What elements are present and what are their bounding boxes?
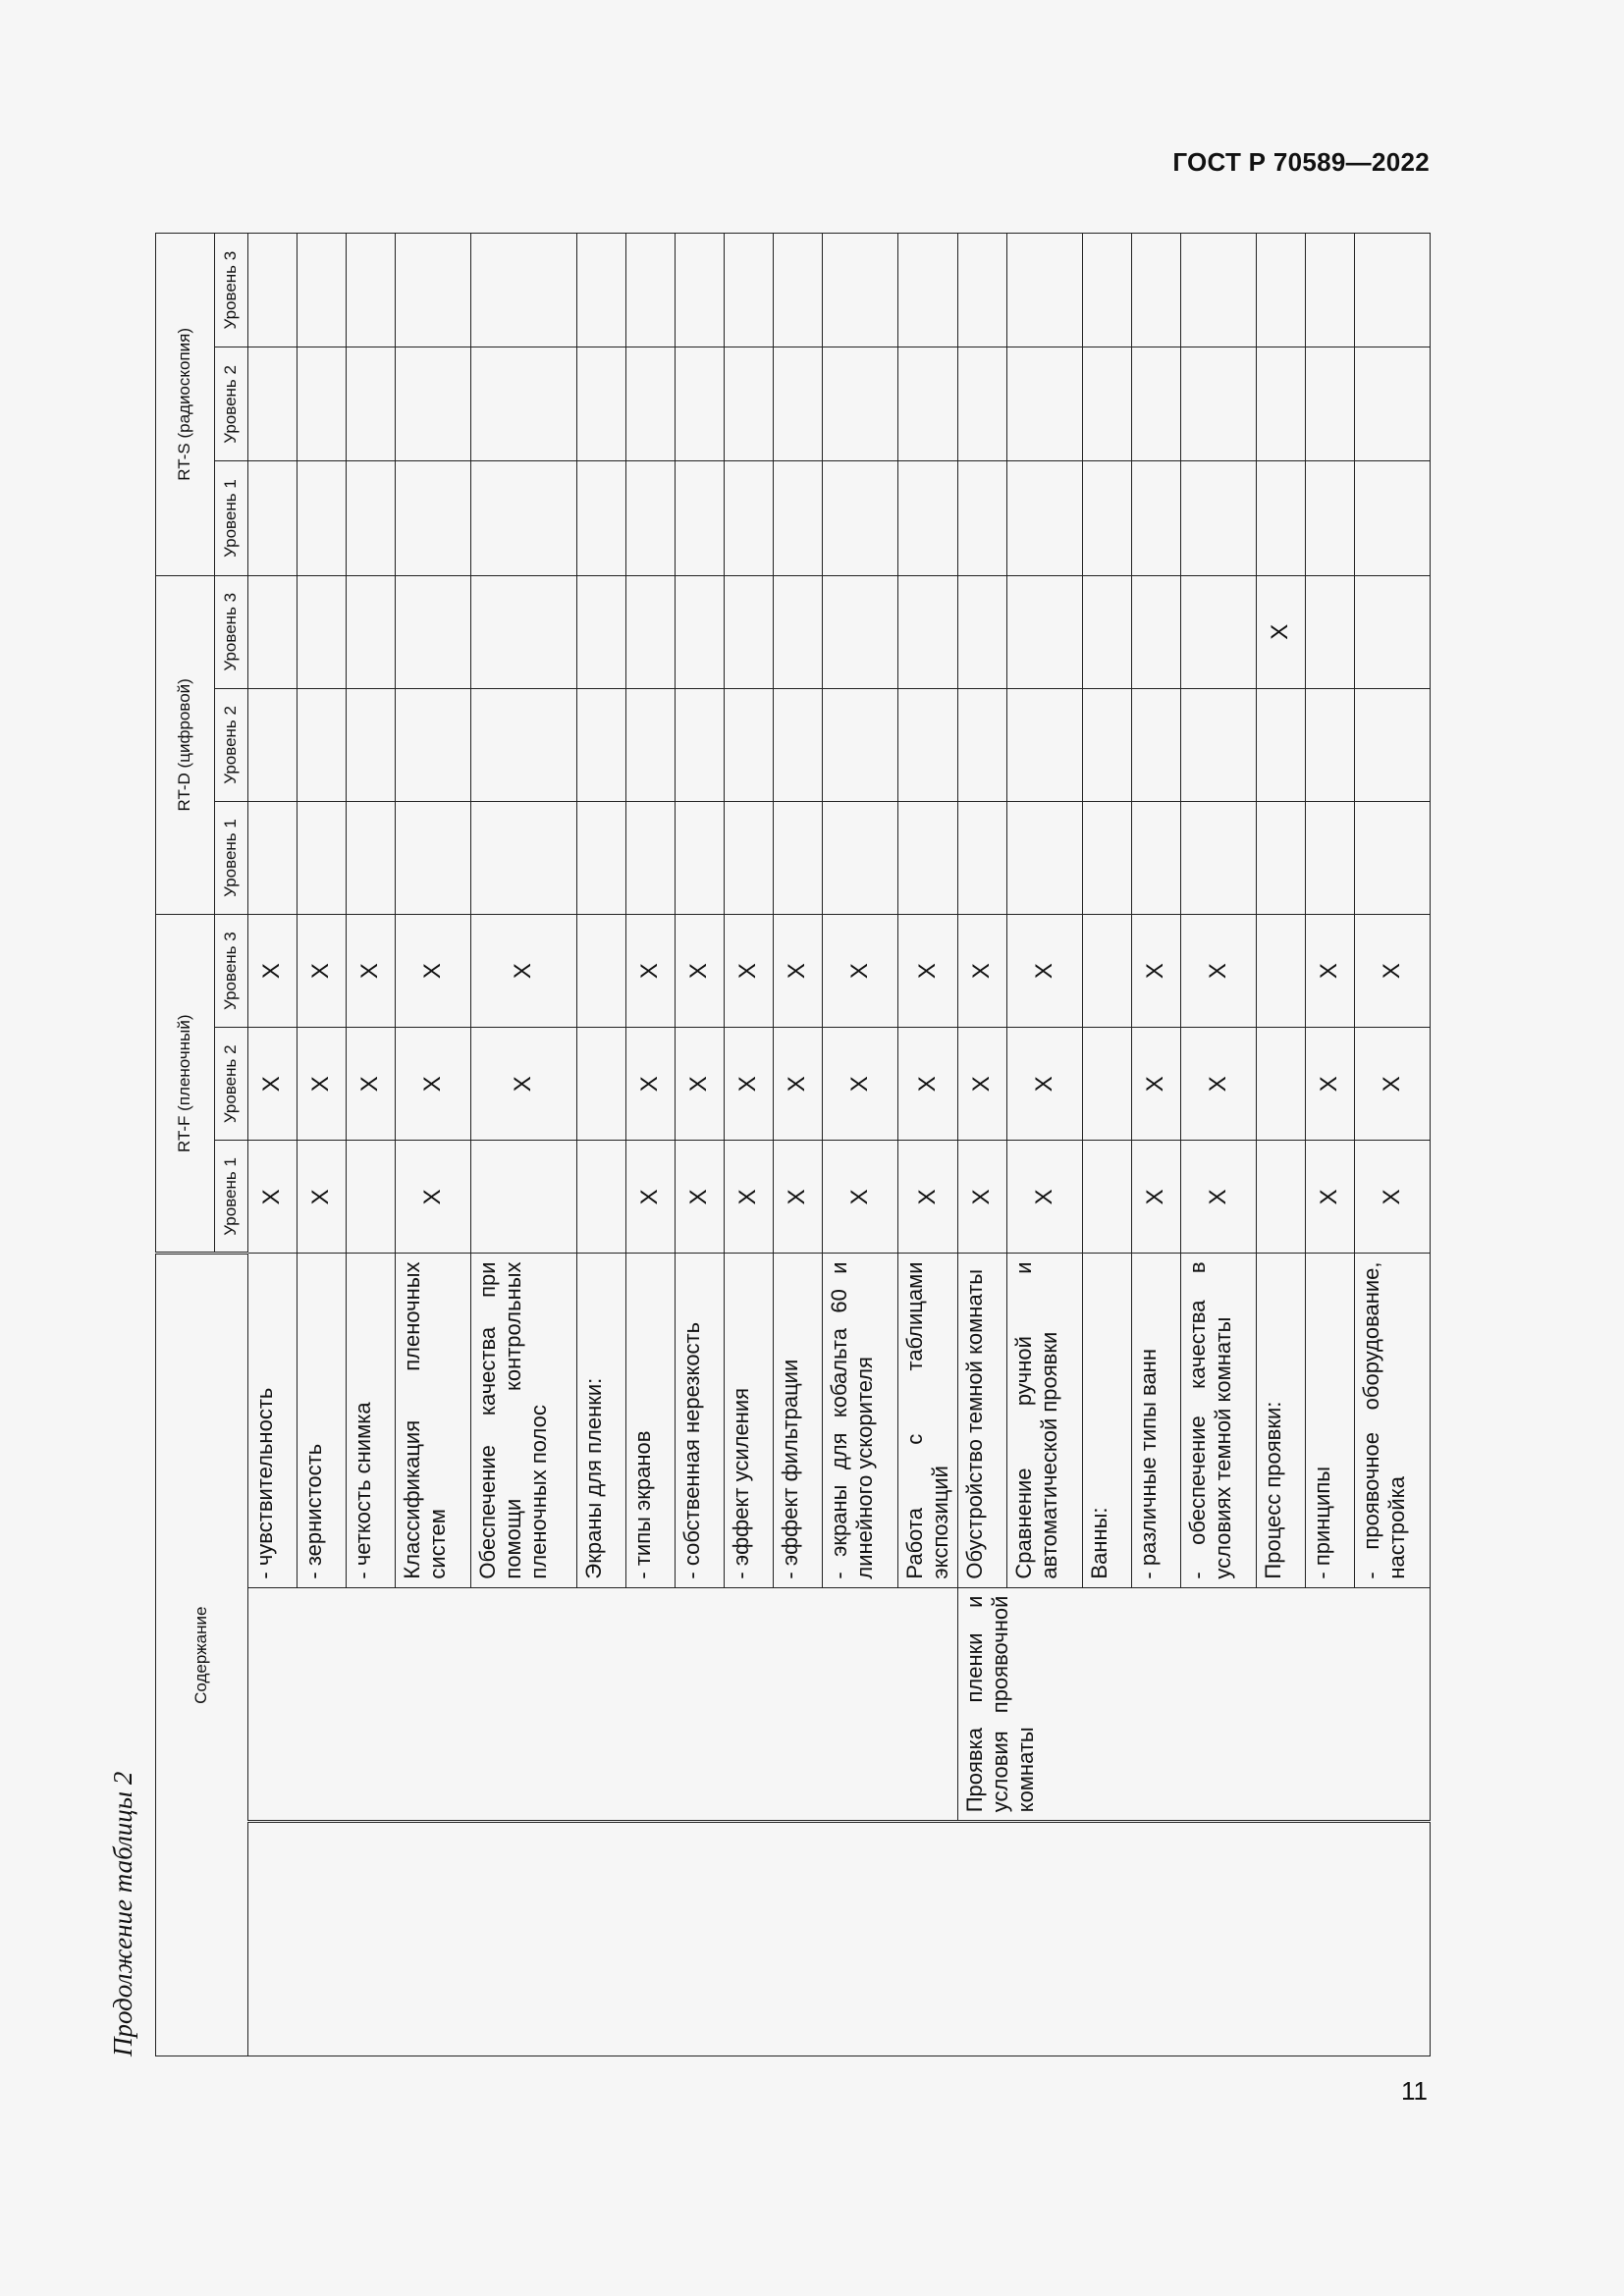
mark-cell: [725, 234, 774, 347]
mark-cell: [577, 801, 626, 914]
mark-cell: [1131, 234, 1180, 347]
mark-cell: [577, 461, 626, 575]
mark-cell: X: [774, 915, 823, 1028]
mark-cell: [298, 575, 347, 688]
row-label: - типы экранов: [626, 1254, 676, 1587]
mark-cell: [396, 688, 471, 801]
mark-cell: [248, 347, 298, 461]
mark-cell: [823, 461, 898, 575]
mark-cell: X: [1305, 1141, 1354, 1254]
mark-cell: [626, 234, 676, 347]
mark-cell: [1131, 575, 1180, 688]
mark-cell: [577, 347, 626, 461]
mark-cell: X: [626, 1141, 676, 1254]
row-label: Ванны:: [1082, 1254, 1131, 1587]
mark-cell: [577, 575, 626, 688]
mark-cell: [1256, 801, 1305, 914]
mark-cell: [1180, 234, 1256, 347]
mark-cell: [676, 234, 725, 347]
row-label: - эффект усиления: [725, 1254, 774, 1587]
mark-cell: [898, 234, 958, 347]
mark-cell: [1006, 575, 1082, 688]
mark-cell: X: [823, 1028, 898, 1141]
mark-cell: X: [676, 1141, 725, 1254]
mark-cell: X: [725, 915, 774, 1028]
mark-cell: X: [347, 1028, 396, 1141]
mark-cell: [248, 234, 298, 347]
mark-cell: X: [1305, 915, 1354, 1028]
mark-cell: [396, 347, 471, 461]
mark-cell: X: [957, 915, 1006, 1028]
table-row: [248, 234, 298, 2056]
mark-cell: X: [1131, 1141, 1180, 1254]
mark-cell: [676, 801, 725, 914]
mark-cell: [347, 347, 396, 461]
mark-cell: [676, 688, 725, 801]
mark-cell: [471, 1141, 577, 1254]
mark-cell: [396, 575, 471, 688]
mark-cell: [1305, 347, 1354, 461]
mark-cell: [1131, 688, 1180, 801]
mark-cell: X: [898, 1028, 958, 1141]
level-header: Уровень 1: [215, 461, 248, 575]
row-label: - эффект фильтрации: [774, 1254, 823, 1587]
mark-cell: [1256, 1028, 1305, 1141]
mark-cell: X: [1354, 1141, 1430, 1254]
mark-cell: [1305, 234, 1354, 347]
mark-cell: [676, 575, 725, 688]
mark-cell: [1180, 347, 1256, 461]
mark-cell: [1131, 461, 1180, 575]
mark-cell: X: [1006, 915, 1082, 1028]
mark-cell: X: [676, 915, 725, 1028]
mark-cell: [577, 1141, 626, 1254]
mark-cell: [957, 575, 1006, 688]
mark-cell: [1256, 234, 1305, 347]
row-label: Экраны для пленки:: [577, 1254, 626, 1587]
mark-cell: [1006, 688, 1082, 801]
mark-cell: [298, 801, 347, 914]
mark-cell: X: [471, 915, 577, 1028]
mark-cell: [898, 688, 958, 801]
mark-cell: [774, 801, 823, 914]
mark-cell: [725, 801, 774, 914]
mark-cell: [347, 801, 396, 914]
mark-cell: [1256, 347, 1305, 461]
mark-cell: [396, 801, 471, 914]
mark-cell: [774, 688, 823, 801]
mark-cell: [1305, 461, 1354, 575]
mark-cell: [1082, 575, 1131, 688]
table-caption: Продолжение таблицы 2: [108, 1771, 137, 2056]
mark-cell: X: [626, 1028, 676, 1141]
level-header: Уровень 3: [215, 575, 248, 688]
mark-cell: [298, 234, 347, 347]
mark-cell: X: [774, 1141, 823, 1254]
mark-cell: [396, 234, 471, 347]
mark-cell: [471, 234, 577, 347]
mark-cell: [1006, 801, 1082, 914]
mark-cell: [725, 575, 774, 688]
mark-cell: [1131, 347, 1180, 461]
mark-cell: [471, 688, 577, 801]
mark-cell: [626, 688, 676, 801]
mark-cell: [774, 575, 823, 688]
mark-cell: X: [1256, 575, 1305, 688]
mark-cell: [1082, 1141, 1131, 1254]
content-header: Содержание: [156, 1254, 248, 2056]
row-label: Работа с таблицами экспозиций: [898, 1254, 958, 1587]
mark-cell: X: [957, 1028, 1006, 1141]
mark-cell: X: [248, 1028, 298, 1141]
mark-cell: [1082, 688, 1131, 801]
mark-cell: [577, 1028, 626, 1141]
mark-cell: [248, 575, 298, 688]
mark-cell: [626, 801, 676, 914]
mark-cell: X: [1180, 1028, 1256, 1141]
mark-cell: [347, 234, 396, 347]
mark-cell: [957, 801, 1006, 914]
mark-cell: [774, 347, 823, 461]
level-header: Уровень 1: [215, 1141, 248, 1254]
rotated-table-container: [155, 233, 1428, 2056]
mark-cell: [577, 234, 626, 347]
mark-cell: [725, 688, 774, 801]
mark-cell: [898, 575, 958, 688]
mark-cell: X: [298, 1028, 347, 1141]
row-label: Классификация пленочных систем: [396, 1254, 471, 1587]
row-label: - различные типы ванн: [1131, 1254, 1180, 1587]
mark-cell: [626, 575, 676, 688]
mark-cell: [1354, 234, 1430, 347]
mark-cell: [1131, 801, 1180, 914]
mark-cell: [1180, 688, 1256, 801]
mark-cell: [347, 1141, 396, 1254]
row-label: - обеспечение качества в условиях темной комнаты: [1180, 1254, 1256, 1587]
mark-cell: [577, 915, 626, 1028]
mark-cell: X: [898, 1141, 958, 1254]
mark-cell: [471, 801, 577, 914]
mark-cell: [774, 234, 823, 347]
mark-cell: [774, 461, 823, 575]
mark-cell: [957, 234, 1006, 347]
mark-cell: [1354, 461, 1430, 575]
mark-cell: X: [676, 1028, 725, 1141]
mark-cell: [471, 461, 577, 575]
mark-cell: [898, 801, 958, 914]
group-header-rtf: RT-F (пленочный): [156, 915, 215, 1254]
mark-cell: X: [1354, 1028, 1430, 1141]
row-label: Процесс проявки:: [1256, 1254, 1305, 1587]
mark-cell: X: [471, 1028, 577, 1141]
mark-cell: [1082, 915, 1131, 1028]
mark-cell: [248, 801, 298, 914]
mark-cell: [471, 575, 577, 688]
mark-cell: [1354, 688, 1430, 801]
mark-cell: [1305, 688, 1354, 801]
row-label: Обеспечение качества при помощи контрольных пленочных полос: [471, 1254, 577, 1587]
mark-cell: [1082, 347, 1131, 461]
level-header: Уровень 2: [215, 347, 248, 461]
mark-cell: [396, 461, 471, 575]
level-header: Уровень 3: [215, 915, 248, 1028]
mark-cell: X: [626, 915, 676, 1028]
mark-cell: [1082, 801, 1131, 914]
mark-cell: X: [1180, 1141, 1256, 1254]
mark-cell: X: [1354, 915, 1430, 1028]
level-header: Уровень 2: [215, 1028, 248, 1141]
mark-cell: X: [396, 915, 471, 1028]
mark-cell: [823, 688, 898, 801]
section-cell-empty: [248, 1822, 1431, 2056]
mark-cell: [1354, 801, 1430, 914]
mark-cell: [1006, 461, 1082, 575]
mark-cell: [676, 347, 725, 461]
mark-cell: X: [298, 915, 347, 1028]
content-table: [155, 233, 1431, 2056]
row-label: - принципы: [1305, 1254, 1354, 1587]
mark-cell: X: [248, 1141, 298, 1254]
mark-cell: X: [774, 1028, 823, 1141]
mark-cell: X: [1131, 1028, 1180, 1141]
mark-cell: [298, 688, 347, 801]
row-label: Обустройство темной комнаты: [957, 1254, 1006, 1587]
mark-cell: X: [823, 1141, 898, 1254]
mark-cell: [577, 688, 626, 801]
mark-cell: [347, 575, 396, 688]
mark-cell: [1180, 575, 1256, 688]
row-label: - проявочное оборудование, настройка: [1354, 1254, 1430, 1587]
level-header: Уровень 2: [215, 688, 248, 801]
table-row: [957, 234, 1006, 2056]
mark-cell: [823, 347, 898, 461]
mark-cell: X: [396, 1028, 471, 1141]
mark-cell: [1180, 461, 1256, 575]
mark-cell: [626, 347, 676, 461]
mark-cell: [248, 461, 298, 575]
section-title: Проявка пленки и условия проявочной комнаты: [957, 1587, 1430, 1822]
mark-cell: [1354, 347, 1430, 461]
mark-cell: X: [725, 1141, 774, 1254]
mark-cell: [248, 688, 298, 801]
mark-cell: [1354, 575, 1430, 688]
mark-cell: X: [248, 915, 298, 1028]
row-label: - собственная нерезкость: [676, 1254, 725, 1587]
row-label: Сравнение ручной и автоматической проявки: [1006, 1254, 1082, 1587]
mark-cell: [1256, 915, 1305, 1028]
mark-cell: [298, 347, 347, 461]
mark-cell: [1180, 801, 1256, 914]
mark-cell: X: [725, 1028, 774, 1141]
page-number: 11: [1401, 2076, 1428, 2106]
mark-cell: X: [1131, 915, 1180, 1028]
row-label: - экраны для кобальта 60 и линейного ускорителя: [823, 1254, 898, 1587]
mark-cell: [1006, 234, 1082, 347]
mark-cell: [1256, 1141, 1305, 1254]
level-header: Уровень 3: [215, 234, 248, 347]
mark-cell: [823, 801, 898, 914]
mark-cell: [298, 461, 347, 575]
mark-cell: [347, 461, 396, 575]
row-label: - четкость снимка: [347, 1254, 396, 1587]
group-header-rtd: RT-D (цифровой): [156, 575, 215, 914]
level-header: Уровень 1: [215, 801, 248, 914]
mark-cell: [626, 461, 676, 575]
mark-cell: [1305, 575, 1354, 688]
mark-cell: [347, 688, 396, 801]
mark-cell: [1256, 688, 1305, 801]
mark-cell: [676, 461, 725, 575]
subsection-cell-empty: [248, 1587, 958, 1822]
mark-cell: X: [1006, 1028, 1082, 1141]
mark-cell: [898, 461, 958, 575]
mark-cell: [823, 575, 898, 688]
row-label: - чувствительность: [248, 1254, 298, 1587]
mark-cell: X: [1305, 1028, 1354, 1141]
mark-cell: [1256, 461, 1305, 575]
mark-cell: X: [1006, 1141, 1082, 1254]
mark-cell: [725, 347, 774, 461]
mark-cell: [957, 461, 1006, 575]
mark-cell: X: [957, 1141, 1006, 1254]
mark-cell: [957, 347, 1006, 461]
mark-cell: [725, 461, 774, 575]
mark-cell: [898, 347, 958, 461]
document-id: ГОСТ Р 70589—2022: [1172, 147, 1430, 177]
mark-cell: [1082, 1028, 1131, 1141]
mark-cell: [823, 234, 898, 347]
mark-cell: [1082, 234, 1131, 347]
mark-cell: [471, 347, 577, 461]
mark-cell: X: [898, 915, 958, 1028]
mark-cell: [1082, 461, 1131, 575]
mark-cell: X: [396, 1141, 471, 1254]
mark-cell: X: [298, 1141, 347, 1254]
row-label: - зернистость: [298, 1254, 347, 1587]
mark-cell: X: [823, 915, 898, 1028]
mark-cell: X: [1180, 915, 1256, 1028]
mark-cell: [1006, 347, 1082, 461]
group-header-rts: RT-S (радиоскопия): [156, 234, 215, 576]
mark-cell: [1305, 801, 1354, 914]
mark-cell: [957, 688, 1006, 801]
mark-cell: X: [347, 915, 396, 1028]
